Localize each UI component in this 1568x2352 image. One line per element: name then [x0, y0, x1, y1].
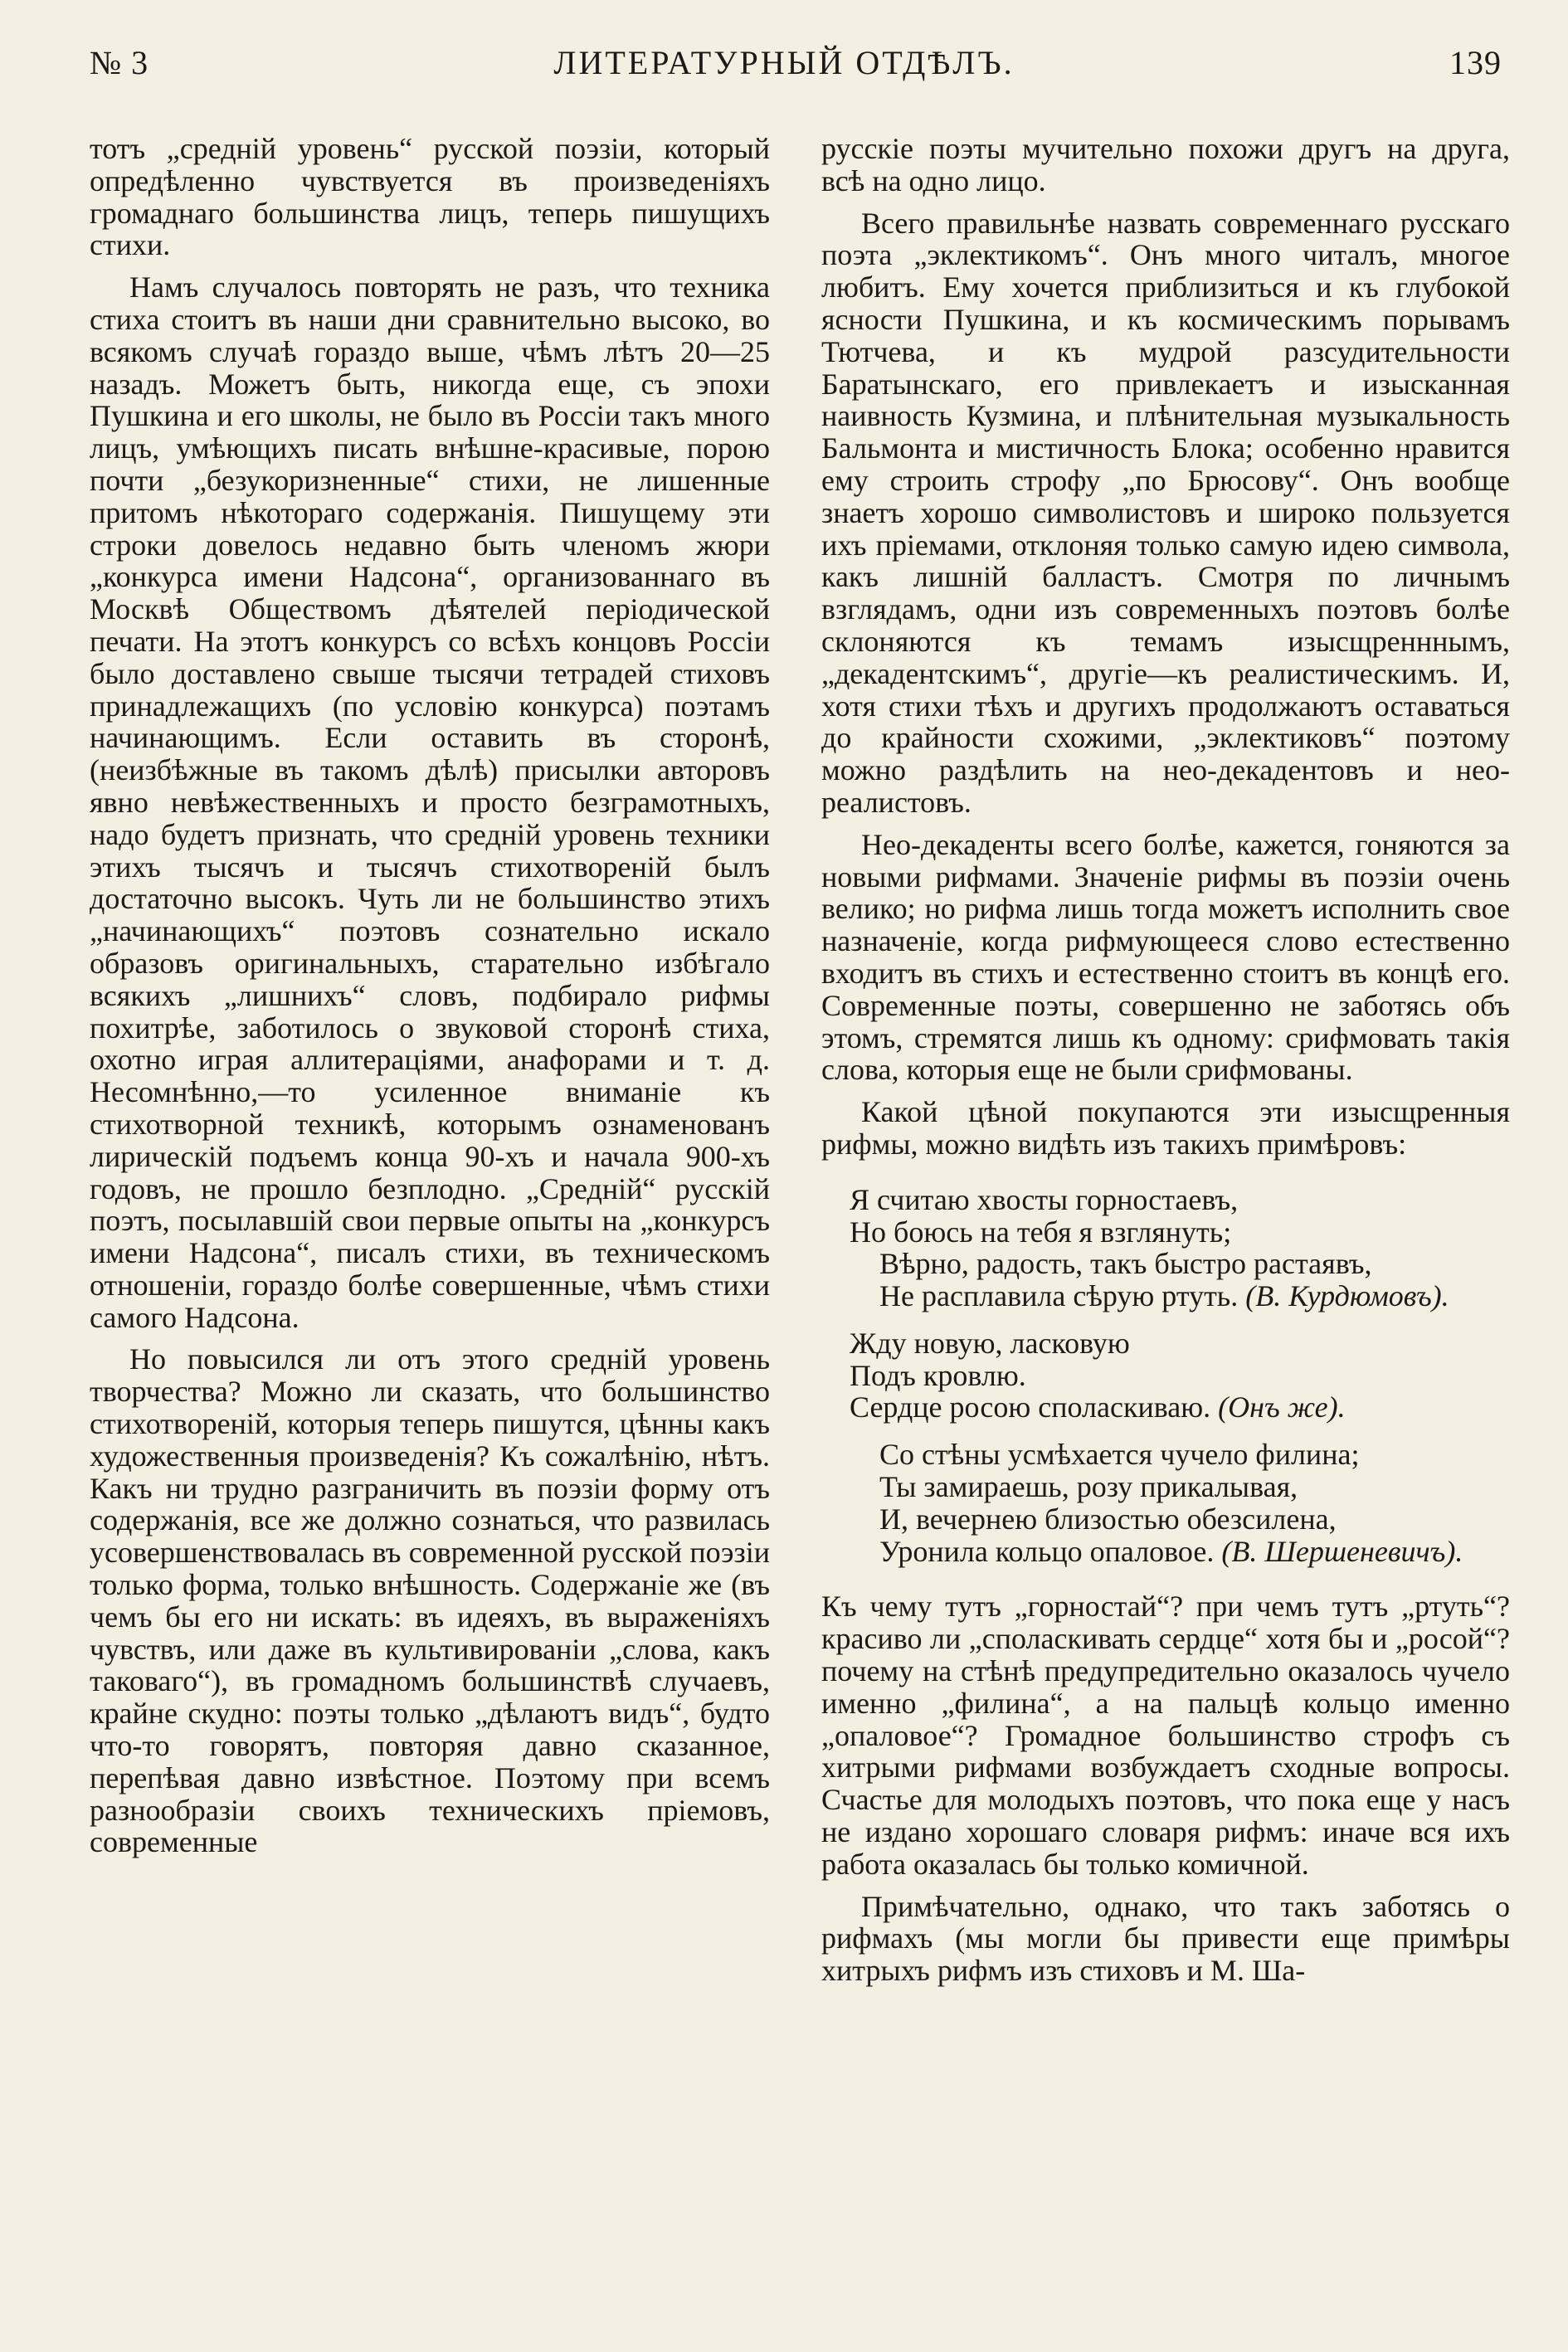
left-column [90, 133, 770, 1868]
issue-number: № 3 [90, 44, 149, 81]
paragraph: Намъ случалось повторять не разъ, что техника стиха стоитъ въ наши дни сравнительно высоко, во всякомъ случаѣ гораздо выше, чѣмъ лѣтъ 20—25 назадъ. Можетъ быть, никогда еще, съ эпохи Пушкина и его школы, не было въ Россіи такъ много лицъ, умѣющихъ писать внѣшне-красивые, порою почти „безукоризненные“ стихи, не лишенные притомъ нѣкотораго содержанія. Пишущему эти строки довелось недавно быть членомъ жюри „конкурса имени Надсона“, организованнаго въ Москвѣ Обществомъ дѣятелей періодической печати. На этотъ конкурсъ со всѣхъ концовъ Россіи было доставлено свыше тысячи тетрадей стиховъ принадлежащихъ (по условію конкурса) поэтамъ начинающимъ. Если оставить въ сторонѣ, (неизбѣжные въ такомъ дѣлѣ) присылки авторовъ явно невѣжественныхъ и просто безграмотныхъ, надо будетъ признать, что средній уровень техники этихъ тысячъ и тысячъ стихотвореній былъ достаточно высокъ. Чуть ли не большинство этихъ „начинающихъ“ поэтовъ сознательно искало образовъ оригинальныхъ, старательно избѣгало всякихъ „лишнихъ“ словъ, подбирало рифмы похитрѣе, заботилось о звуковой сторонѣ стиха, охотно играя аллитераціями, анафорами и т. д. Несомнѣнно,—то усиленное вниманіе къ стихотворной техникѣ, которымъ ознаменованъ лирическій подъемъ конца 90-хъ и начала 900-хъ годовъ, не прошло безплодно. „Средній“ русскій поэтъ, посылавшій свои первые опыты на „конкурсъ имени Надсона“, писалъ стихи, въ техническомъ отношеніи, гораздо болѣе совершенные, чѣмъ стихи самого Надсона. [90, 270, 770, 1334]
page-header [0, 43, 1568, 93]
paragraph: тотъ „средній уровень“ русской поэзіи, который опредѣленно чувствуется въ произведеніяхъ громаднаго большинства лицъ, теперь пишущихъ стихи. [90, 132, 770, 262]
paragraph: Какой цѣной покупаются эти изысщренныя рифмы, можно видѣть изъ такихъ примѣровъ: [821, 1095, 1510, 1161]
verse-attribution: (В. Курдюмовъ). [1245, 1279, 1449, 1313]
verse-line: Я считаю хвосты горностаевъ, [850, 1182, 1239, 1216]
page-number: 139 [1449, 44, 1502, 81]
verse-attribution: (Онъ же). [1218, 1390, 1346, 1424]
verse-line: Вѣрно, радость, такъ быстро растаявъ, [879, 1247, 1372, 1281]
verse-stanza [850, 1184, 1510, 1312]
paragraph: Но повысился ли отъ этого средній уровень творчества? Можно ли сказать, что большинство стихотвореній, которыя теперь пишутся, цѣнны какъ художественныя произведенія? Къ сожалѣнію, нѣтъ. Какъ ни трудно разграничить въ поэзіи форму отъ содержанія, все же должно сознаться, что развилась усовершенствовалась въ современной русской поэзіи только форма, только внѣшность. Содержаніе же (въ чемъ бы его ни искать: въ идеяхъ, въ выраженіяхъ чувствъ, или даже въ культивированіи „слова, какъ таковаго“), въ громадномъ большинствѣ случаевъ, крайне скудно: поэты только „дѣлаютъ видъ“, будто что-то говорятъ, повторяя давно сказанное, перепѣвая давно извѣстное. Поэтому при всемъ разнообразіи своихъ техническихъ пріемовъ, современные [90, 1342, 770, 1859]
section-title: ЛИТЕРАТУРНЫЙ ОТДѢЛЪ. [553, 44, 1015, 81]
paragraph: Всего правильнѣе назвать современнаго русскаго поэта „эклектикомъ“. Онъ много читалъ, многое любитъ. Ему хочется приблизиться и къ глубокой ясности Пушкина, и къ космическимъ порывамъ Тютчева, и къ мудрой разсудительности Баратынскаго, его привлекаетъ и изысканная наивность Кузмина, и плѣнительная музыкальность Бальмонта и мистичность Блока; особенно нравится ему строить строфу „по Брюсову“. Онъ вообще знаетъ хорошо символистовъ и широко пользуется ихъ пріемами, отклоняя только самую идею символа, какъ лишній балластъ. Смотря по личнымъ взглядамъ, одни изъ современныхъ поэтовъ болѣе склоняются къ темамъ изысщренннымъ, „декадентскимъ“, другіе—къ реалистическимъ. И, хотя стихи тѣхъ и другихъ продолжаютъ оставаться до крайности схожими, „эклектиковъ“ поэтому можно раздѣлить на нео-декадентовъ и нео-реалистовъ. [821, 206, 1510, 819]
verse-line: Ты замираешь, розу прикалывая, [879, 1470, 1298, 1504]
verse-attribution: (В. Шершеневичъ). [1221, 1534, 1463, 1568]
verse-line-with-attribution [879, 1536, 1510, 1568]
paragraph: русскіе поэты мучительно похожи другъ на друга, всѣ на одно лицо. [821, 132, 1510, 197]
verse-line: Не расплавила сѣрую ртуть. [879, 1279, 1239, 1313]
paragraph: Къ чему тутъ „горностай“? при чемъ тутъ „ртуть“? красиво ли „споласкивать сердце“ хотя бы и „росой“? почему на стѣнѣ предупредительно оказалось чучело именно „филина“, а на пальцѣ кольцо именно „опаловое“? Громадное большинство строфъ съ хитрыми рифмами возбуждаетъ сходные вопросы. Счастье для молодыхъ поэтовъ, что пока еще у насъ не издано хорошаго словаря рифмъ: иначе вся ихъ работа оказалась бы только комичной. [821, 1590, 1510, 1881]
verse-stanza [850, 1327, 1510, 1424]
verse-line: И, вечернею близостью обезсилена, [879, 1502, 1337, 1536]
verse-line-with-attribution [850, 1280, 1510, 1312]
paragraph: Примѣчательно, однако, что такъ заботясь о рифмахъ (мы могли бы привести еще примѣры хитрыхъ рифмъ изъ стиховъ и М. Ша- [821, 1889, 1510, 1988]
verse-line: Сердце росою споласкиваю. [850, 1390, 1211, 1424]
verse-stanza [879, 1439, 1510, 1567]
verse-line: Жду новую, ласковую [850, 1326, 1130, 1360]
verse-line-with-attribution [850, 1391, 1510, 1424]
paragraph: Нео-декаденты всего болѣе, кажется, гоняются за новыми рифмами. Значеніе рифмы въ поэзіи очень велико; но рифма лишь тогда можетъ исполнить свое назначеніе, когда рифмующееся слово естественно входитъ въ стихъ и естественно стоитъ въ концѣ его. Современные поэты, совершенно не заботясь объ этомъ, стремятся лишь къ одному: срифмовать такія слова, которыя еще не были срифмованы. [821, 827, 1510, 1087]
verse-line: Подъ кровлю. [850, 1358, 1026, 1392]
right-column [821, 133, 1510, 1997]
verse-line: Но боюсь на тебя я взглянуть; [850, 1215, 1232, 1249]
verse-line: Уронила кольцо опаловое. [879, 1534, 1215, 1568]
verse-line: Со стѣны усмѣхается чучело филина; [879, 1438, 1360, 1472]
verse-quotations [850, 1184, 1510, 1568]
